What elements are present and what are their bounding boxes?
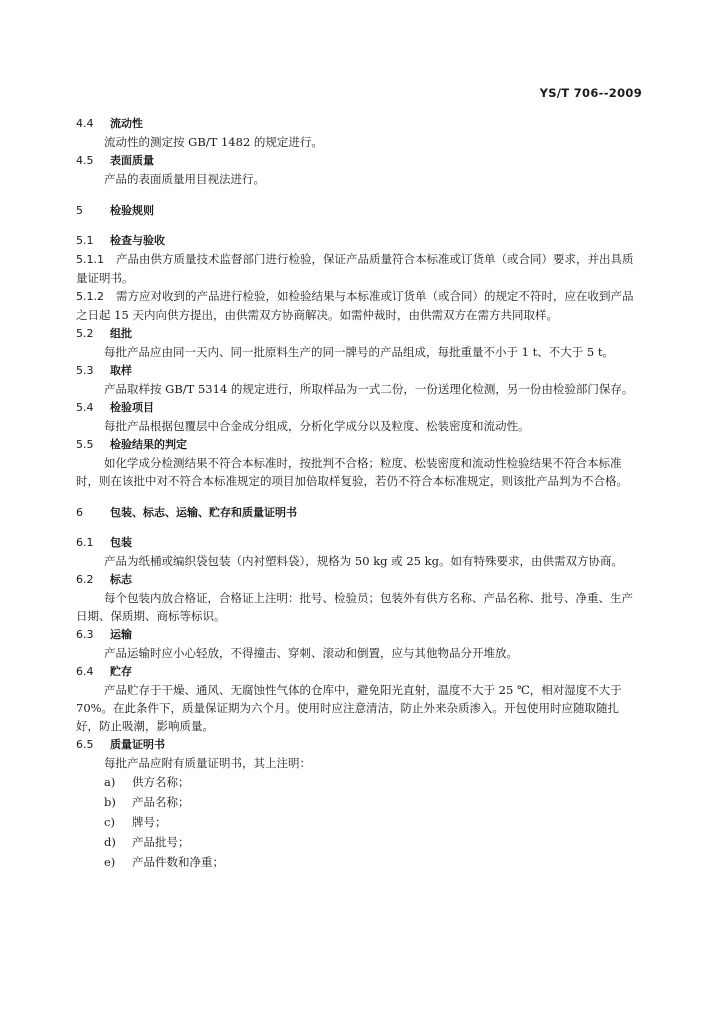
section-text-4-5: 产品的表面质量用目视法进行。	[104, 172, 265, 186]
section-heading-6-3	[76, 625, 640, 644]
section-heading-4-4	[76, 114, 640, 133]
section-text-5-3: 产品取样按 GB/T 5314 的规定进行，所取样品为一式二份，一份送理化检测，另一份由检验部门保存。	[104, 382, 634, 396]
clause-text: 产品由供方质量技术监督部门进行检验，保证产品质量符合本标准或订货单（或合同）要求，并出具质量证明书。	[76, 252, 634, 285]
section-text-6-1: 产品为纸桶或编织袋包装（内衬塑料袋），规格为 50 kg 或 25 kg。如有特殊要求，由供需双方协商。	[104, 554, 623, 568]
section-title: 运输	[110, 628, 132, 641]
list-item-label: b)	[104, 795, 116, 809]
section-text-4-4: 流动性的测定按 GB/T 1482 的规定进行。	[104, 135, 323, 149]
chapter-heading-5	[76, 201, 640, 220]
section-number: 5.1	[76, 234, 94, 247]
section-title: 检验项目	[110, 401, 154, 414]
list-item-text: 牌号；	[132, 815, 167, 829]
section-title: 检查与验收	[110, 234, 165, 247]
standard-code: YS/T 706--2009	[539, 86, 642, 100]
section-heading-4-5	[76, 151, 640, 170]
section-text-6-4: 产品贮存于干燥、通风、无腐蚀性气体的仓库中，避免阳光直射，温度不大于 25 ℃，相对湿度不大于 70%。在此条件下，质量保证期为六个月。使用时应注意清洁，防止外来杂质渗入。开包使用时应随取随扎好，防止吸潮，影响质量。	[76, 683, 622, 733]
section-heading-5-1	[76, 231, 640, 250]
section-number: 5.4	[76, 401, 94, 414]
section-number: 4.5	[76, 154, 94, 167]
section-heading-5-4	[76, 398, 640, 417]
section-text-5-5: 如化学成分检测结果不符合本标准时，按批判不合格；粒度、松装密度和流动性检验结果不符合本标准时，则在该批中对不符合本标准规定的项目加倍取样复验，若仍不符合本标准规定，则该批产品判为不合格。	[76, 456, 628, 488]
section-text-5-2: 每批产品应由同一天内、同一批原料生产的同一牌号的产品组成，每批重量不小于 1 t、不大于 5 t。	[104, 345, 614, 359]
section-heading-6-2	[76, 570, 640, 589]
clause-5-1-1	[76, 250, 640, 287]
list-item	[76, 812, 640, 832]
clause-5-1-2	[76, 287, 640, 324]
section-number: 4.4	[76, 117, 94, 130]
list-item-label: d)	[104, 835, 116, 849]
section-title: 取样	[110, 364, 132, 377]
section-title: 表面质量	[110, 154, 154, 167]
list-item-text: 供方名称；	[132, 775, 190, 789]
section-heading-6-4	[76, 662, 640, 681]
list-item-label: a)	[104, 775, 116, 789]
section-heading-6-1	[76, 533, 640, 552]
section-number: 5.3	[76, 364, 94, 377]
chapter-number: 5	[76, 204, 83, 217]
section-number: 6.2	[76, 573, 94, 586]
section-number: 6.3	[76, 628, 94, 641]
section-heading-6-5	[76, 735, 640, 754]
chapter-number: 6	[76, 506, 83, 519]
section-number: 6.5	[76, 738, 94, 751]
chapter-title: 包装、标志、运输、贮存和质量证明书	[110, 506, 297, 519]
list-item	[76, 792, 640, 812]
section-title: 包装	[110, 536, 132, 549]
section-number: 6.1	[76, 536, 94, 549]
list-item-label: e)	[104, 855, 116, 869]
section-heading-5-3	[76, 361, 640, 380]
chapter-heading-6	[76, 503, 640, 522]
section-number: 5.2	[76, 327, 94, 340]
section-heading-5-5	[76, 435, 640, 454]
section-title: 检验结果的判定	[110, 438, 187, 451]
document-body	[76, 114, 640, 872]
section-heading-5-2	[76, 324, 640, 343]
list-item-text: 产品名称；	[132, 795, 190, 809]
list-item	[76, 772, 640, 792]
section-title: 标志	[110, 573, 132, 586]
section-text-6-2: 每个包装内放合格证，合格证上注明：批号、检验员；包装外有供方名称、产品名称、批号、净重、生产日期、保质期、商标等标识。	[76, 591, 633, 623]
list-item-text: 产品件数和净重；	[132, 855, 224, 869]
section-title: 组批	[110, 327, 132, 340]
list-item	[76, 832, 640, 852]
section-title: 质量证明书	[110, 738, 165, 751]
clause-text: 需方应对收到的产品进行检验，如检验结果与本标准或订货单（或合同）的规定不符时，应在收到产品之日起 15 天内向供方提出，由供需双方协商解决。如需仲裁时，由供需双方在需方共同取样。	[76, 289, 634, 322]
section-text-6-3: 产品运输时应小心轻放，不得撞击、穿刺、滚动和倒置，应与其他物品分开堆放。	[104, 646, 518, 660]
section-number: 6.4	[76, 665, 94, 678]
list-item-text: 产品批号；	[132, 835, 190, 849]
section-number: 5.5	[76, 438, 94, 451]
clause-number: 5.1.2	[76, 290, 104, 303]
section-text-6-5: 每批产品应附有质量证明书，其上注明：	[104, 756, 311, 770]
chapter-title: 检验规则	[110, 204, 154, 217]
clause-number: 5.1.1	[76, 253, 104, 266]
section-text-5-4: 每批产品根据包覆层中合金成分组成，分析化学成分以及粒度、松装密度和流动性。	[104, 419, 530, 433]
section-title: 流动性	[110, 117, 143, 130]
list-item	[76, 852, 640, 872]
list-item-label: c)	[104, 815, 115, 829]
section-title: 贮存	[110, 665, 132, 678]
